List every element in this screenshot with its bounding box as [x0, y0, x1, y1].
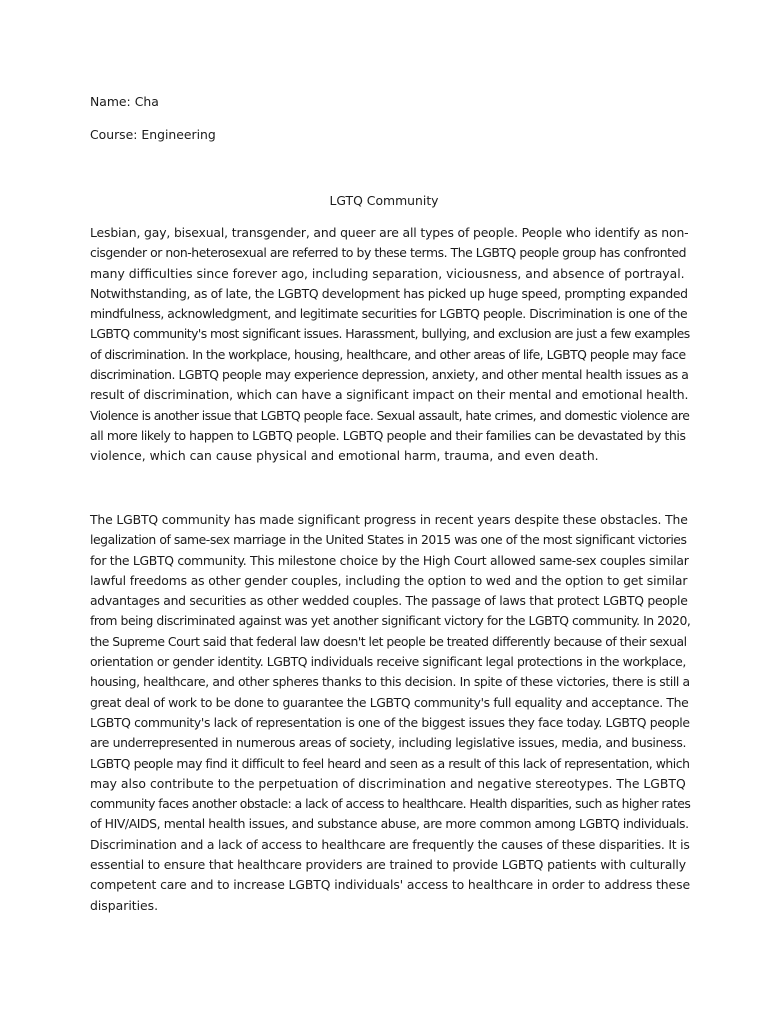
paragraph-2 [90, 510, 690, 916]
paragraph-line: may also contribute to the perpetuation of discrimination and negative stereotypes. The LGBTQ [90, 775, 686, 791]
paragraph-line: discrimination. LGBTQ people may experience depression, anxiety, and other mental health issues as a [90, 367, 689, 383]
paragraph-line: of discrimination. In the workplace, housing, healthcare, and other areas of life, LGBTQ people may face [90, 346, 686, 362]
paragraph-line: advantages and securities as other wedded couples. The passage of laws that protect LGBTQ people [90, 593, 688, 609]
paragraph-line: disparities. [90, 897, 159, 913]
paragraph-line: of HIV/AIDS, mental health issues, and substance abuse, are more common among LGBTQ individuals. [90, 816, 689, 832]
name-value: Cha [134, 94, 159, 109]
paragraph-line: are underrepresented in numerous areas of society, including legislative issues, media, and business. [90, 735, 687, 751]
paragraph-line: cisgender or non-heterosexual are referred to by these terms. The LGBTQ people group has confronted [90, 245, 687, 261]
paragraph-line: community faces another obstacle: a lack of access to healthcare. Health disparities, such as higher rates [90, 796, 691, 812]
paragraph-line: Notwithstanding, as of late, the LGBTQ development has picked up huge speed, prompting expanded [90, 285, 688, 301]
paragraph-line: violence, which can cause physical and emotional harm, trauma, and even death. [90, 448, 599, 464]
course-label: Course: [90, 127, 138, 142]
paragraph-line: mindfulness, acknowledgment, and legitimate securities for LGBTQ people. Discrimination is one of the [90, 306, 688, 322]
paragraph-line: Violence is another issue that LGBTQ people face. Sexual assault, hate crimes, and domestic violence are [90, 407, 690, 423]
paragraph-line: for the LGBTQ community. This milestone choice by the High Court allowed same-sex couples similar [90, 552, 689, 568]
name-label: Name: [90, 94, 131, 109]
document-title: LGTQ Community [329, 193, 439, 208]
paragraph-line: many difficulties since forever ago, including separation, viciousness, and absence of portrayal. [90, 265, 685, 281]
paragraph-line: Discrimination and a lack of access to healthcare are frequently the causes of these disparities. It is [90, 836, 690, 852]
paragraph-line: lawful freedoms as other gender couples, including the option to wed and the option to get similar [90, 572, 688, 588]
paragraph-line: orientation or gender identity. LGBTQ individuals receive significant legal protections in the workplace, [90, 654, 686, 670]
paragraph-line: The LGBTQ community has made significant progress in recent years despite these obstacles. The [90, 512, 688, 527]
paragraph-line: legalization of same-sex marriage in the United States in 2015 was one of the most significant victories [90, 532, 687, 548]
paragraph-line: from being discriminated against was yet another significant victory for the LGBTQ community. In 2020, [90, 613, 691, 629]
paragraph-1 [90, 223, 690, 467]
paragraph-line: all more likely to happen to LGBTQ people. LGBTQ people and their families can be devastated by this [90, 427, 686, 443]
paragraph-line: LGBTQ community's most significant issues. Harassment, bullying, and exclusion are just a few examples [90, 326, 690, 342]
paragraph-line: result of discrimination, which can have a significant impact on their mental and emotional health. [90, 387, 689, 403]
paragraph-line: great deal of work to be done to guarantee the LGBTQ community's full equality and acceptance. The [90, 694, 689, 710]
paragraph-line: housing, healthcare, and other spheres thanks to this decision. In spite of these victories, there is still a [90, 674, 690, 690]
name-line [90, 94, 159, 110]
paragraph-line: competent care and to increase LGBTQ individuals' access to healthcare in order to address these [90, 877, 690, 893]
paragraph-line: Lesbian, gay, bisexual, transgender, and queer are all types of people. People who identify as non- [90, 225, 689, 240]
course-line [90, 127, 216, 143]
paragraph-line: LGBTQ community's lack of representation is one of the biggest issues they face today. LGBTQ people [90, 714, 690, 730]
course-value: Engineering [141, 127, 216, 142]
paragraph-line: LGBTQ people may find it difficult to feel heard and seen as a result of this lack of representation, which [90, 755, 690, 771]
paragraph-line: essential to ensure that healthcare providers are trained to provide LGBTQ patients with culturally [90, 857, 686, 873]
paragraph-line: the Supreme Court said that federal law doesn't let people be treated differently because of their sexual [90, 633, 687, 649]
